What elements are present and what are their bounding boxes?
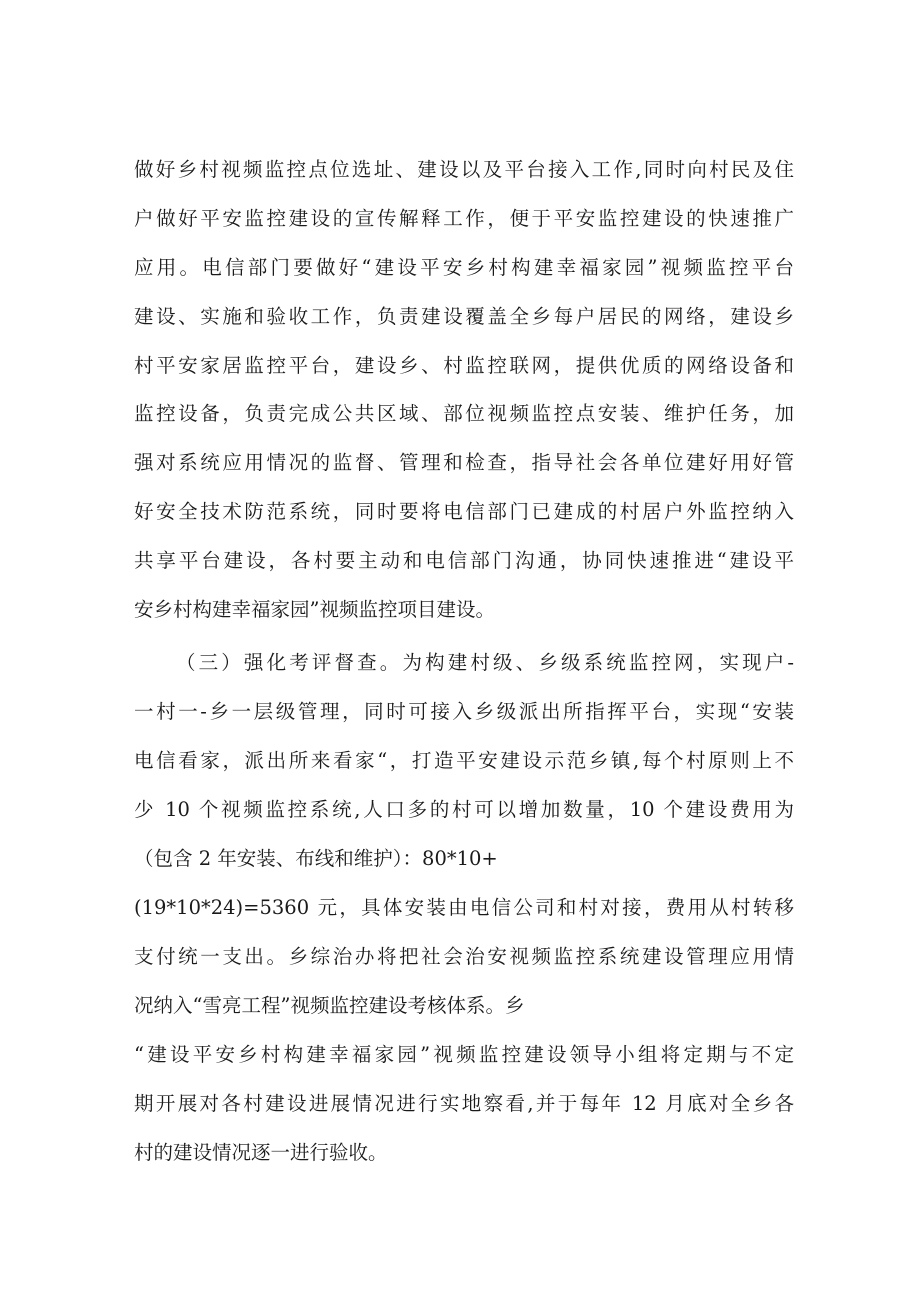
text-line-3: 应用。电信部门要做好“建设平安乡村构建幸福家园”视频监控平台 xyxy=(134,256,794,279)
text-line-20: 期开展对各村建设进展情况进行实地察看,并于每年 12 月底对全乡各 xyxy=(134,1092,794,1115)
text-line-5: 村平安家居监控平台，建设乡、村监控联网，提供优质的网络设备和 xyxy=(134,354,794,377)
text-line-13: 电信看家，派出所来看家“，打造平安建设示范乡镇,每个村原则上不 xyxy=(134,749,794,772)
text-line-10: 安乡村构建幸福家园”视频监控项目建设。 xyxy=(134,598,495,621)
text-line-8: 好安全技术防范系统，同时要将电信部门已建成的村居户外监控纳入 xyxy=(134,500,794,523)
text-line-9: 共享平台建设，各村要主动和电信部门沟通，协同快速推进“建设平 xyxy=(134,549,794,572)
text-line-7: 强对系统应用情况的监督、管理和检查，指导社会各单位建好用好管 xyxy=(134,451,794,474)
text-line-6: 监控设备，负责完成公共区域、部位视频监控点安装、维护任务，加 xyxy=(134,402,794,425)
text-line-16: (19*10*24)=5360 元，具体安装由电信公司和村对接，费用从村转移 xyxy=(134,896,794,919)
text-line-15: （包含 2 年安装、布线和维护）：80*10+ xyxy=(134,847,498,870)
text-line-4: 建设、实施和验收工作，负责建设覆盖全乡每户居民的网络，建设乡 xyxy=(134,305,794,328)
text-line-19: “建设平安乡村构建幸福家园”视频监控建设领导小组将定期与不定 xyxy=(134,1043,794,1066)
text-line-14: 少 10 个视频监控系统,人口多的村可以增加数量，10 个建设费用为 xyxy=(134,798,794,821)
section-heading-line: （三）强化考评督查。为构建村级、乡级系统监控网，实现户- xyxy=(176,651,794,674)
text-line-12: 一村一-乡一层级管理，同时可接入乡级派出所指挥平台，实现“安装 xyxy=(134,700,794,723)
text-line-18: 况纳入“雪亮工程”视频监控建设考核体系。乡 xyxy=(134,994,525,1017)
text-line-2: 户做好平安监控建设的宣传解释工作，便于平安监控建设的快速推广 xyxy=(134,207,794,230)
text-line-21: 村的建设情况逐一进行验收。 xyxy=(134,1141,388,1164)
text-line-17: 支付统一支出。乡综治办将把社会治安视频监控系统建设管理应用情 xyxy=(134,945,794,968)
text-line-1: 做好乡村视频监控点位选址、建设以及平台接入工作,同时向村民及住 xyxy=(134,158,794,181)
